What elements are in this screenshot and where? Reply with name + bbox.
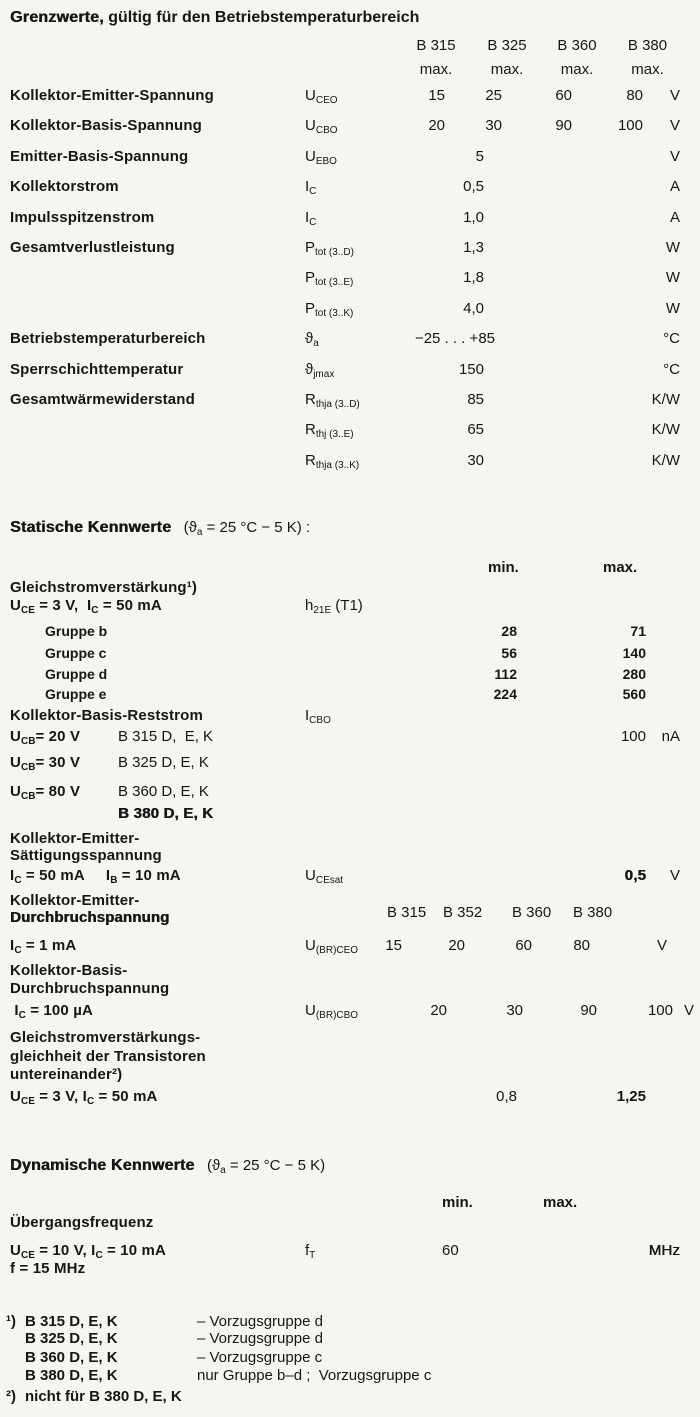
- min-value-cell: 224: [493, 686, 517, 702]
- table-row: [10, 1066, 694, 1083]
- section-title-dynamisch: [10, 1156, 694, 1180]
- table-row: [10, 111, 694, 140]
- row-condition: $U_{CE} = 3$ V, $I_C = 50$ mA: [10, 597, 162, 616]
- page-content: [6, 0, 694, 1417]
- type-list: B 315 D, E, K: [118, 728, 214, 745]
- value-cell: 20: [428, 117, 445, 134]
- column-header-b360: B 360: [512, 904, 552, 921]
- column-header-b360: B 360: [557, 37, 597, 54]
- value-cell: 80: [626, 87, 643, 104]
- max-value-cell: 1,25: [616, 1088, 646, 1105]
- footnote-row: [6, 1387, 694, 1407]
- type-list: B 325 D, E, K: [118, 754, 209, 771]
- table-row: [10, 263, 694, 292]
- value-cell: 30: [467, 452, 484, 469]
- section-title-bold: Dynamische Kennwerte: [10, 1157, 195, 1174]
- unit-cell: W: [665, 269, 680, 286]
- value-cell: 90: [580, 1002, 597, 1019]
- row-symbol: $ϑ_{jmax}$: [305, 361, 335, 380]
- column-subheader-max: max.: [631, 61, 664, 78]
- table-row: [10, 866, 694, 886]
- group-label: Gruppe e: [45, 686, 107, 702]
- table-row: [10, 962, 694, 979]
- value-cell: −25 . . . +85: [414, 330, 495, 347]
- column-subheader-max: max.: [490, 61, 524, 78]
- column-header-min: min.: [488, 559, 519, 576]
- min-value-cell: 28: [501, 623, 517, 639]
- row-label: Emitter-Basis-Spannung: [10, 148, 189, 165]
- table-row: [10, 936, 694, 956]
- row-label: Betriebstemperaturbereich: [10, 330, 206, 347]
- unit-cell: °C: [663, 361, 680, 378]
- section-title-bold: Statische Kennwerte: [10, 519, 172, 536]
- unit-cell: nA: [661, 728, 680, 745]
- footnote-type: B 315 D, E, K: [25, 1313, 118, 1330]
- footnote-note: nur Gruppe b–d ; Vorzugsgruppe c: [197, 1367, 432, 1384]
- row-symbol: $U_{(BR)CBO}$: [305, 1002, 359, 1021]
- max-value-cell: 560: [622, 686, 646, 702]
- row-symbol: $U_{(BR)CEO}$: [305, 937, 359, 956]
- value-cell: 30: [506, 1002, 523, 1019]
- row-symbol: $P_{tot (3..D)}$: [305, 239, 354, 258]
- table-row: [10, 1048, 694, 1065]
- table-row: [10, 172, 694, 201]
- row-symbol: $h_{21E}$ (T1): [305, 597, 363, 616]
- unit-cell: V: [656, 937, 667, 954]
- table-row: [10, 782, 694, 802]
- value-cell: 150: [458, 361, 484, 378]
- table-row: [10, 727, 694, 747]
- row-label: Durchbruchspannung: [10, 909, 170, 926]
- unit-cell: W: [665, 300, 680, 317]
- value-cell: 30: [485, 117, 502, 134]
- row-label: Kollektor-Emitter-: [10, 830, 140, 847]
- group-label: Gruppe d: [45, 666, 108, 682]
- value-cell: 20: [448, 937, 465, 954]
- unit-cell: V: [683, 1002, 694, 1019]
- row-symbol: $U_{EBO}$: [305, 148, 337, 167]
- footnote-row: [10, 1329, 694, 1349]
- unit-cell: V: [669, 117, 680, 134]
- minmax-headers: [10, 1193, 694, 1213]
- max-value-cell: 100: [620, 728, 646, 745]
- row-label: gleichheit der Transistoren: [10, 1048, 206, 1065]
- table-row: [10, 142, 694, 171]
- table-row: [10, 446, 694, 475]
- unit-cell: V: [669, 87, 680, 104]
- row-symbol: $U_{CEsat}$: [305, 867, 344, 886]
- row-label: Kollektor-Basis-Spannung: [10, 117, 202, 134]
- max-value-cell: 71: [630, 623, 646, 639]
- footnote-row: [10, 1348, 694, 1368]
- section-title-grenzwerte: [10, 8, 694, 28]
- row-label: untereinander²): [10, 1066, 123, 1083]
- row-condition: $U_{CB}= 20$ V: [10, 728, 81, 747]
- table-row: [10, 1241, 694, 1261]
- row-symbol: $R_{thja (3..K)}$: [305, 452, 360, 471]
- footnote-row: [10, 1366, 694, 1386]
- type-list: B 380 D, E, K: [118, 805, 214, 822]
- row-label: Übergangsfrequenz: [10, 1214, 154, 1231]
- section-title-condition: ($ϑ_a = 25$ °C − 5 K) :: [183, 519, 311, 538]
- value-cell: 25: [485, 87, 502, 104]
- min-value-cell: 56: [501, 645, 517, 661]
- row-label: Kollektor-Basis-: [10, 962, 128, 979]
- value-cell: 60: [555, 87, 572, 104]
- footnote-note: – Vorzugsgruppe d: [197, 1330, 323, 1347]
- column-header-b325: B 325: [487, 37, 527, 54]
- row-label: Impulsspitzenstrom: [10, 209, 155, 226]
- table-row: [10, 621, 694, 642]
- row-condition: $U_{CE} = 3$ V, $I_C = 50$ mA: [10, 1088, 158, 1107]
- group-label: Gruppe c: [45, 645, 107, 661]
- footnote-type: B 360 D, E, K: [25, 1349, 118, 1366]
- value-cell: 20: [430, 1002, 447, 1019]
- table-row: [10, 203, 694, 232]
- footnote-marker: ¹): [6, 1313, 16, 1330]
- row-symbol: $U_{CEO}$: [305, 87, 338, 106]
- row-symbol: $I_C$: [305, 178, 317, 197]
- value-cell: 1,0: [463, 209, 484, 226]
- row-condition: $U_{CB}= 30$ V: [10, 754, 81, 773]
- table-row: [10, 847, 694, 864]
- min-value-cell: 0,8: [496, 1088, 517, 1105]
- row-label: Sättigungsspannung: [10, 847, 162, 864]
- group-label: Gruppe b: [45, 623, 108, 639]
- type-list: B 360 D, E, K: [118, 783, 209, 800]
- section-title-bold: Grenzwerte,: [10, 9, 104, 26]
- type-column-headers: [10, 36, 694, 56]
- table-row: [10, 804, 694, 824]
- row-label: Gleichstromverstärkungs-: [10, 1029, 201, 1046]
- column-header-b380: B 380: [573, 904, 613, 921]
- max-value-cell: 0,5: [624, 867, 646, 884]
- min-value-cell: 60: [442, 1242, 459, 1259]
- row-condition: f = 15 MHz: [10, 1260, 86, 1277]
- section-title-condition: ($ϑ_a = 25$ °C − 5 K): [206, 1157, 326, 1176]
- table-row: [10, 1029, 694, 1046]
- column-header-min: min.: [442, 1194, 473, 1211]
- value-cell: 80: [573, 937, 590, 954]
- footnote-marker: ²): [6, 1388, 16, 1405]
- column-header-b352: B 352: [443, 904, 483, 921]
- value-cell: 90: [555, 117, 572, 134]
- value-cell: 85: [467, 391, 484, 408]
- table-row: [10, 1001, 694, 1021]
- unit-cell: K/W: [651, 421, 680, 438]
- table-row: [10, 355, 694, 384]
- row-label: Durchbruchspannung: [10, 980, 170, 997]
- table-row: [10, 1213, 694, 1233]
- min-value-cell: 112: [494, 666, 517, 682]
- table-row: [10, 578, 694, 598]
- table-row: [10, 753, 694, 773]
- table-row: [10, 324, 694, 353]
- row-condition: $U_{CB}= 80$ V: [10, 783, 81, 802]
- row-symbol: $R_{thj (3..E)}$: [305, 421, 354, 440]
- unit-cell: W: [665, 239, 680, 256]
- row-symbol: $R_{thja (3..D)}$: [305, 391, 360, 410]
- unit-cell: V: [669, 148, 680, 165]
- unit-cell: K/W: [651, 391, 680, 408]
- column-subheader-max: max.: [560, 61, 594, 78]
- value-cell: 60: [515, 937, 532, 954]
- table-row: [10, 706, 694, 726]
- footnote-note: – Vorzugsgruppe d: [197, 1313, 323, 1330]
- row-label: Kollektor-Basis-Reststrom: [10, 707, 203, 724]
- table-row: [10, 1087, 694, 1107]
- column-header-max: max.: [543, 1194, 578, 1211]
- row-label: Kollektorstrom: [10, 178, 119, 195]
- row-symbol: $ϑ_a$: [305, 330, 319, 349]
- unit-cell: A: [669, 178, 680, 195]
- value-cell: 100: [617, 117, 643, 134]
- column-subheader-max: max.: [419, 61, 453, 78]
- table-row: [10, 980, 694, 997]
- row-symbol: $I_C$: [305, 209, 317, 228]
- table-row: [10, 643, 694, 664]
- row-label: Kollektor-Emitter-: [10, 892, 140, 909]
- value-cell: 4,0: [463, 300, 484, 317]
- row-condition: $I_C = 100$ µA: [10, 1002, 93, 1021]
- table-row: [10, 294, 694, 323]
- row-label: Sperrschichttemperatur: [10, 361, 184, 378]
- section-title-statisch: [10, 518, 694, 542]
- max-value-cell: 280: [622, 666, 646, 682]
- value-cell: 65: [467, 421, 484, 438]
- table-row: [10, 909, 694, 926]
- column-header-b315: B 315: [387, 904, 427, 921]
- table-row: [10, 385, 694, 414]
- footnote-type: B 380 D, E, K: [25, 1367, 118, 1384]
- table-row: [10, 664, 694, 685]
- row-label: Gleichstromverstärkung¹): [10, 579, 197, 596]
- max-subheaders: [10, 60, 694, 80]
- row-condition: $I_C = 50$ mA $I_B = 10$ mA: [10, 867, 181, 886]
- row-label: Gesamtwärmewiderstand: [10, 391, 195, 408]
- table-row: [10, 415, 694, 444]
- unit-cell: A: [669, 209, 680, 226]
- value-cell: 5: [475, 148, 484, 165]
- row-symbol: $U_{CBO}$: [305, 117, 338, 136]
- max-value-cell: 140: [622, 645, 646, 661]
- table-row: [10, 684, 694, 705]
- row-condition: $U_{CE} = 10$ V, $I_C = 10$ mA: [10, 1242, 167, 1261]
- table-row: [10, 830, 694, 847]
- unit-cell: V: [669, 867, 680, 884]
- column-header-b380: B 380: [627, 37, 668, 54]
- column-header-max: max.: [603, 559, 638, 576]
- row-label: Kollektor-Emitter-Spannung: [10, 87, 214, 104]
- row-symbol: $f_T$: [305, 1242, 316, 1261]
- row-symbol: $P_{tot (3..K)}$: [305, 300, 354, 319]
- minmax-headers: [10, 558, 694, 578]
- footnote-note: – Vorzugsgruppe c: [197, 1349, 323, 1366]
- footnote-type: B 325 D, E, K: [25, 1330, 118, 1347]
- unit-cell: MHz: [648, 1242, 680, 1259]
- row-condition: $I_C = 1$ mA: [10, 937, 77, 956]
- value-cell: 1,8: [463, 269, 484, 286]
- column-header-b315: B 315: [416, 37, 456, 54]
- table-row: [10, 596, 694, 616]
- unit-cell: K/W: [651, 452, 680, 469]
- value-cell: 100: [647, 1002, 673, 1019]
- table-row: [10, 1259, 694, 1279]
- value-cell: 15: [428, 87, 445, 104]
- row-label: Gesamtverlustleistung: [10, 239, 175, 256]
- value-cell: 15: [385, 937, 402, 954]
- row-symbol: $I_{CBO}$: [305, 707, 331, 726]
- row-symbol: $P_{tot (3..E)}$: [305, 269, 354, 288]
- value-cell: 1,3: [463, 239, 484, 256]
- table-row: [10, 233, 694, 262]
- table-row: [10, 81, 694, 110]
- section-title-rest: gültig für den Betriebstemperaturbereich: [108, 9, 420, 26]
- unit-cell: °C: [663, 330, 680, 347]
- value-cell: 0,5: [463, 178, 484, 195]
- footnote-text: nicht für B 380 D, E, K: [25, 1388, 182, 1405]
